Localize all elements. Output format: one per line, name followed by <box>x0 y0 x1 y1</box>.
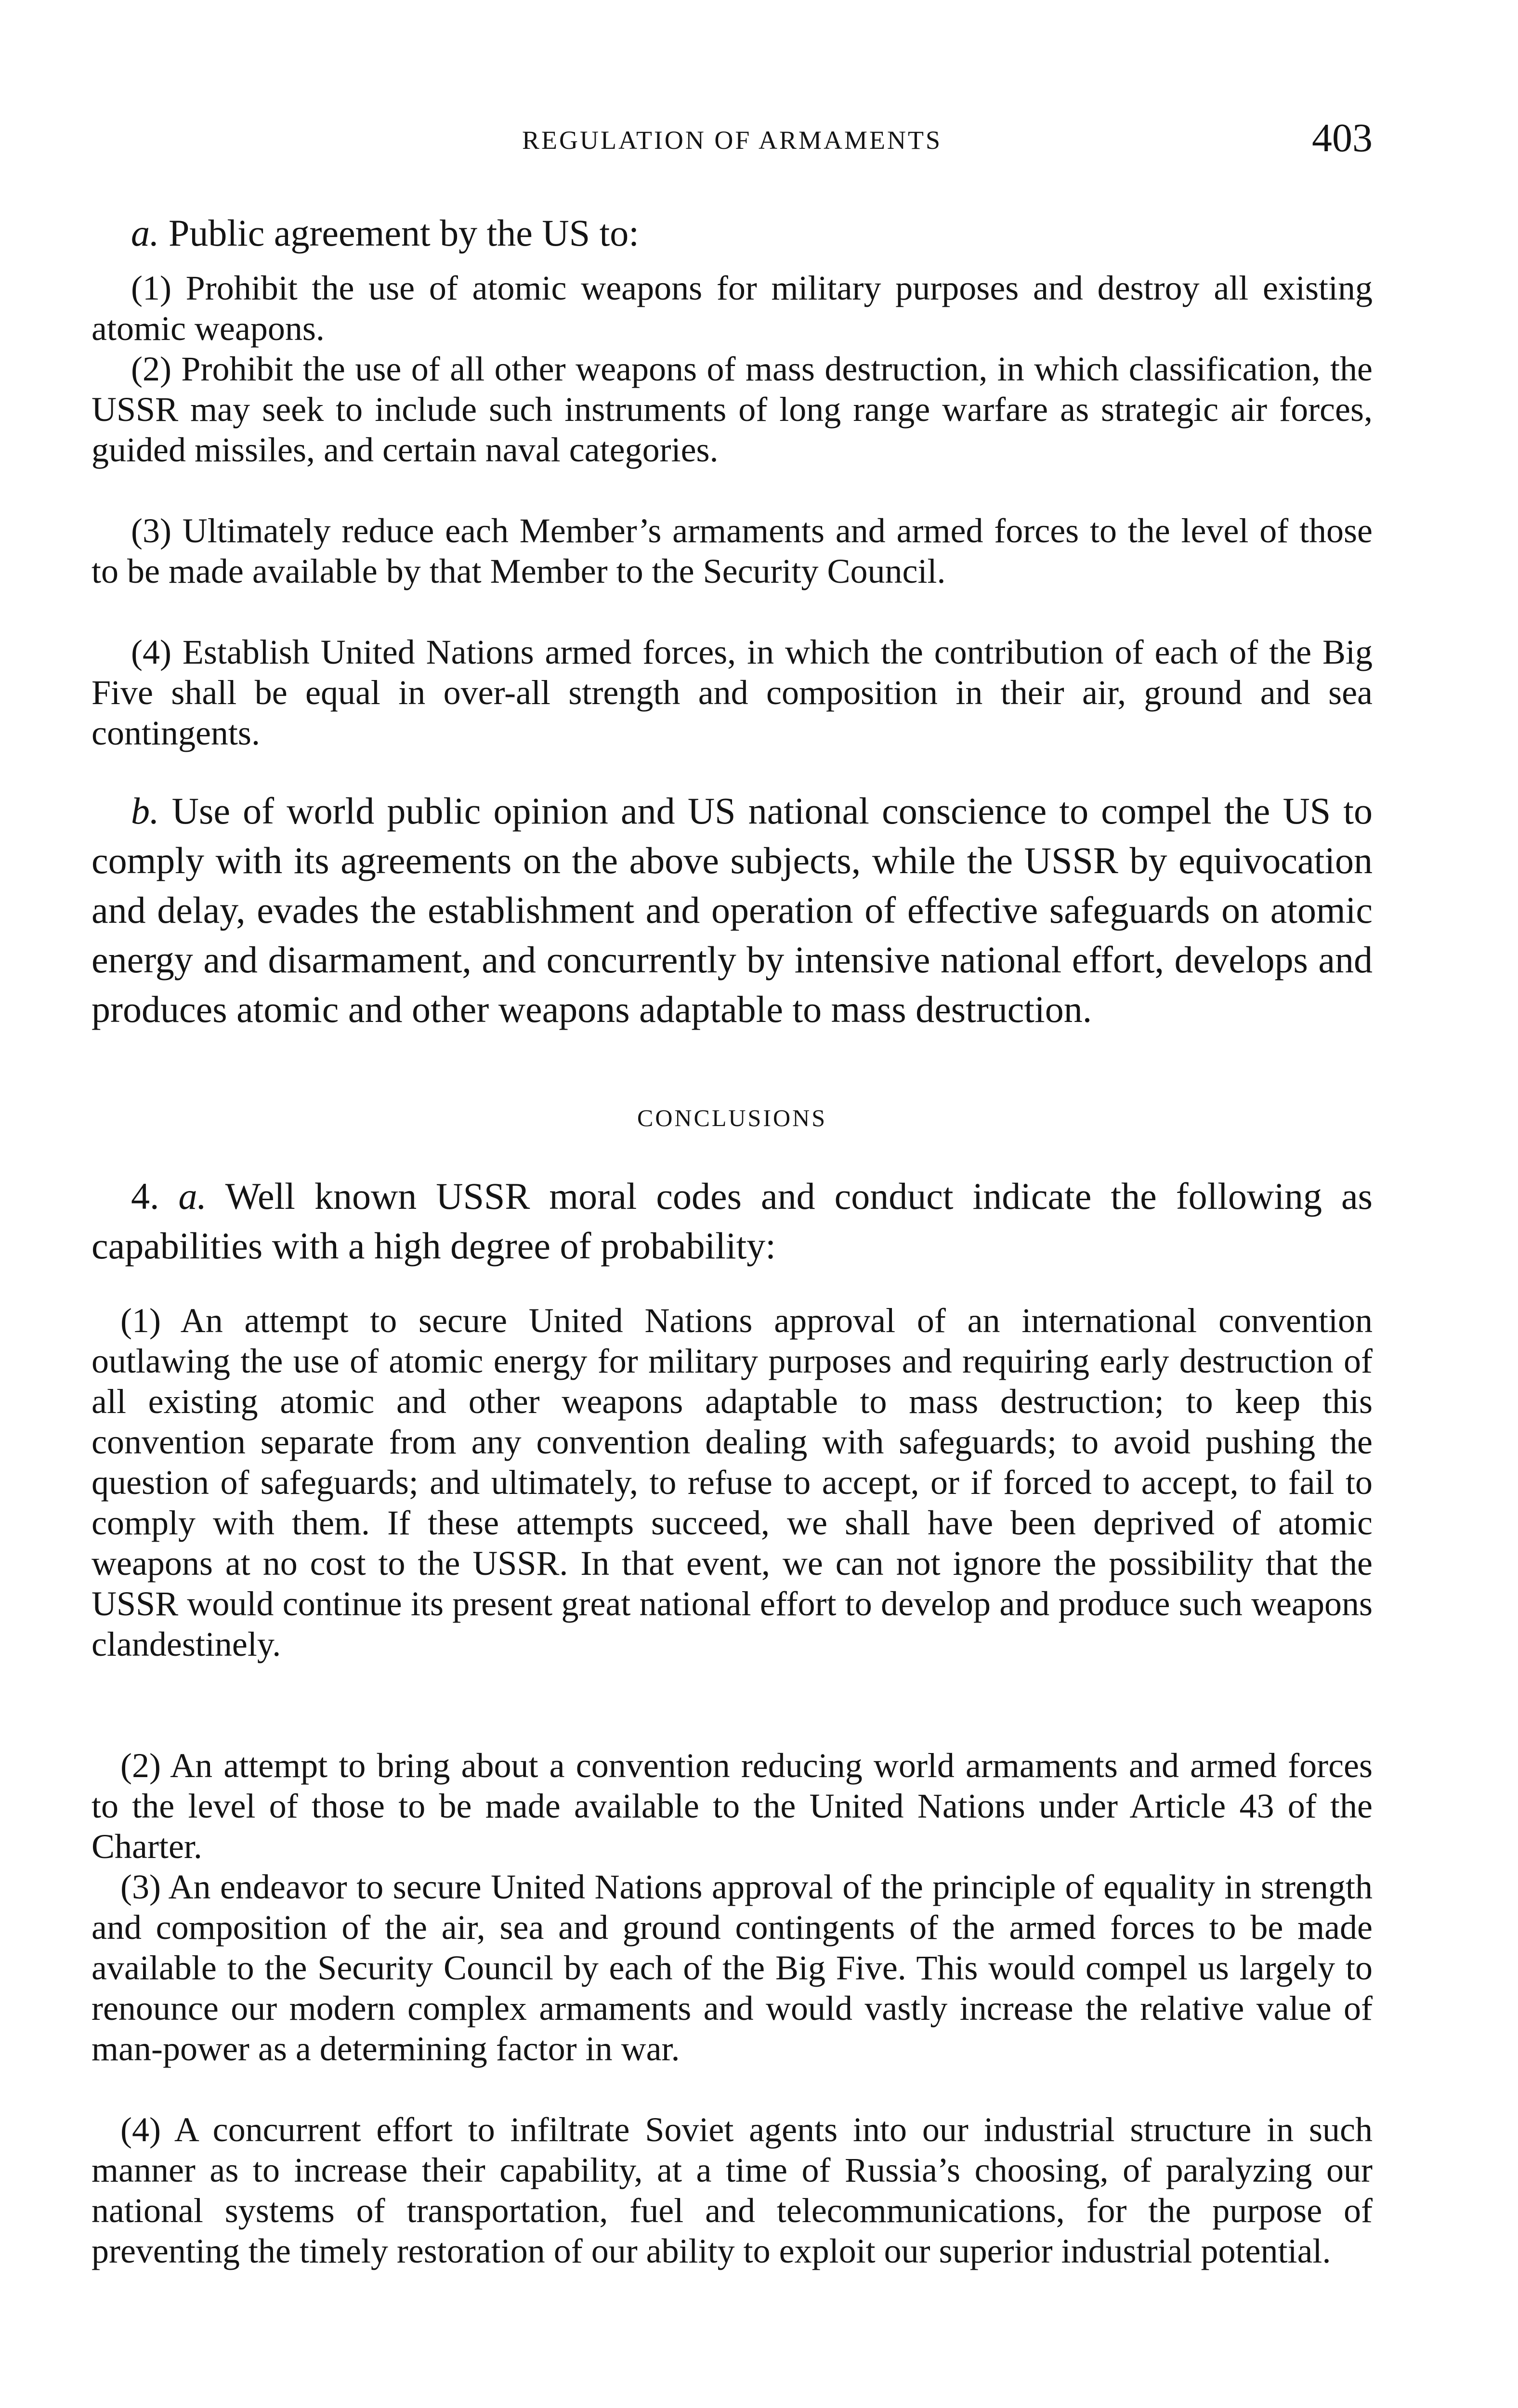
conclusion-4a-text: Well known USSR moral codes and conduct indicate the following as capabilities with a high degree of probability: <box>92 1175 1373 1267</box>
section-b-label: b. <box>131 790 159 832</box>
conclusion-4a-number: 4. <box>131 1175 179 1217</box>
section-b-text: Use of world public opinion and US national conscience to compel the US to comply with its agreements on the above subjects, while the USSR by equivocation and delay, evades the establishment and operation of effective safeguards on atomic energy and disarmament, and concurrently by intensive national effort, develops and produces atomic and other weapons adaptable to mass destruction. <box>92 790 1373 1030</box>
conclusion-item-1: (1) An attempt to secure United Nations approval of an international convention outlawing the use of atomic energy for military purposes and requiring early destruction of all existing atomic and other weapons adaptable to mass destruction; to keep this convention separate from any convention dealing with safeguards; to avoid pushing the question of safeguards; and ultimately, to refuse to accept, or if forced to accept, to fail to comply with them. If these attempts succeed, we shall have been deprived of atomic weapons at no cost to the USSR. In that event, we can not ignore the possibility that the USSR would continue its present great national effort to develop and produce such weapons clandestinely. <box>92 1301 1373 1663</box>
section-a-text: Public agreement by the US to: <box>159 212 639 254</box>
section-a-item-3: (3) Ultimately reduce each Member’s armaments and armed forces to the level of those to be made available by that Member to the Security Council. <box>92 511 1373 590</box>
conclusion-4a-paragraph <box>92 1171 1373 1270</box>
section-a-item-2: (2) Prohibit the use of all other weapons of mass destruction, in which classification, the USSR may seek to include such instruments of long range warfare as strategic air forces, guided missiles, and certain naval categories. <box>92 350 1373 469</box>
conclusion-4a-label: a. <box>178 1175 207 1217</box>
page-number: 403 <box>1312 116 1373 160</box>
conclusion-item-4: (4) A concurrent effort to infiltrate Soviet agents into our industrial structure in such manner as to increase their capability, at a time of Russia’s choosing, of paralyzing our national systems of transportation, fuel and telecommunications, for the purpose of preventing the timely restoration of our ability to exploit our superior industrial potential. <box>92 2110 1373 2270</box>
running-head: REGULATION OF ARMAMENTS <box>522 126 942 155</box>
conclusion-item-2: (2) An attempt to bring about a convention reducing world armaments and armed forces to the level of those to be made available to the United Nations under Article 43 of the Charter. <box>92 1746 1373 1866</box>
section-a-intro <box>92 208 1373 258</box>
conclusions-heading: CONCLUSIONS <box>637 1104 827 1131</box>
page-header <box>92 115 1373 158</box>
section-a-item-1: (1) Prohibit the use of atomic weapons for military purposes and destroy all existing atomic weapons. <box>92 269 1373 348</box>
section-a-label: a. <box>131 212 159 254</box>
conclusion-item-3: (3) An endeavor to secure United Nations approval of the principle of equality in strength and composition of the air, sea and ground contingents of the armed forces to be made available to the Security Council by each of the Big Five. This would compel us largely to renounce our modern complex armaments and would vastly increase the relative value of man-power as a determining factor in war. <box>92 1868 1373 2068</box>
section-a-item-4: (4) Establish United Nations armed forces, in which the contribution of each of the Big Five shall be equal in over-all strength and composition in their air, ground and sea contingents. <box>92 633 1373 752</box>
section-b-paragraph <box>92 786 1373 1034</box>
